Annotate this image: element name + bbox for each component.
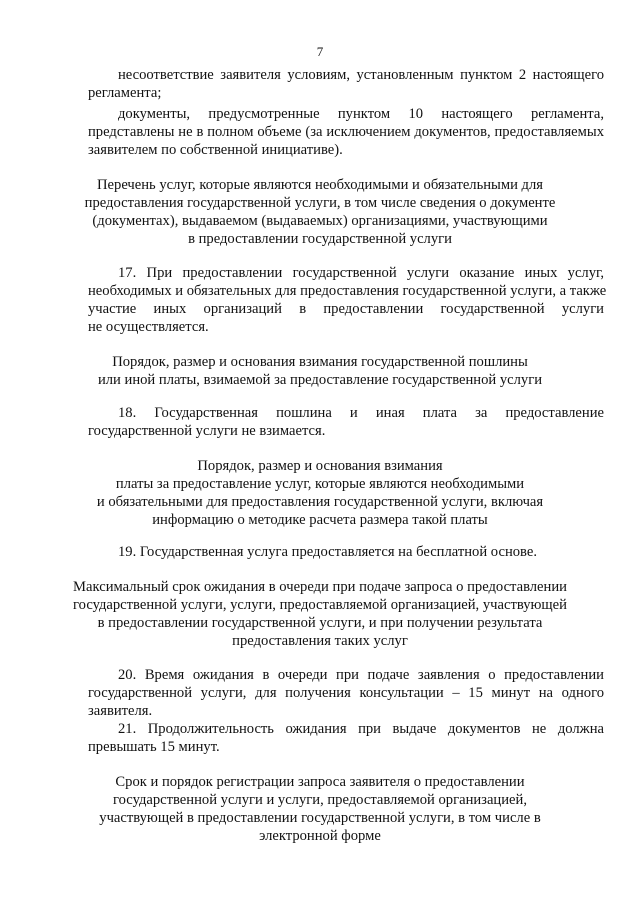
paragraph-line: документы, предусмотренные пунктом 10 настоящего регламента, xyxy=(118,106,604,122)
page-number: 7 xyxy=(316,44,324,59)
section-heading-line: Порядок, размер и основания взимания государственной пошлины xyxy=(112,354,528,370)
section-heading-line: предоставления таких услуг xyxy=(232,633,408,649)
paragraph-line: заявителем по собственной инициативе). xyxy=(88,142,343,158)
paragraph-line: 20. Время ожидания в очереди при подаче заявления о предоставлении xyxy=(118,667,604,683)
paragraph-line: представлены не в полном объеме (за исключением документов, предоставляемых xyxy=(88,124,604,140)
paragraph-line: государственной услуги, для получения консультации – 15 минут на одного xyxy=(88,685,604,701)
paragraph-line: несоответствие заявителя условиям, установленным пунктом 2 настоящего xyxy=(118,67,604,83)
paragraph-line: не осуществляется. xyxy=(88,319,209,335)
paragraph-line: 17. При предоставлении государственной услуги оказание иных услуг, xyxy=(118,265,604,281)
paragraph-line: заявителя. xyxy=(88,703,153,719)
section-heading-line: и обязательными для предоставления государственной услуги, включая xyxy=(96,494,544,510)
paragraph-line: 19. Государственная услуга предоставляется на бесплатной основе. xyxy=(118,544,537,560)
section-heading-line: (документах), выдаваемом (выдаваемых) организациями, участвующими xyxy=(92,213,548,229)
section-heading-line: государственной услуги и услуги, предоставляемой организацией, xyxy=(113,792,527,808)
paragraph-line: регламента; xyxy=(88,85,162,101)
section-heading-line: Максимальный срок ожидания в очереди при подаче запроса о предоставлении xyxy=(73,579,567,595)
section-heading-line: или иной платы, взимаемой за предоставление государственной услуги xyxy=(97,372,543,388)
section-heading-line: в предоставлении государственной услуги xyxy=(188,231,452,247)
section-heading-line: информацию о методике расчета размера такой платы xyxy=(152,512,488,528)
section-heading-line: участвующей в предоставлении государственной услуги, в том числе в xyxy=(99,810,541,826)
paragraph-line: государственной услуги не взимается. xyxy=(88,423,326,439)
paragraph-line: участие иных организаций в предоставлении государственной услуги xyxy=(88,301,604,317)
paragraph-line: 21. Продолжительность ожидания при выдаче документов не должна xyxy=(118,721,604,737)
section-heading-line: платы за предоставление услуг, которые являются необходимыми xyxy=(115,476,525,492)
paragraph-line: необходимых и обязательных для предоставления государственной услуги, а также xyxy=(88,283,607,299)
section-heading-line: предоставления государственной услуги, в том числе сведения о документе xyxy=(84,195,556,211)
section-heading-line: электронной форме xyxy=(259,828,381,844)
section-heading-line: Порядок, размер и основания взимания xyxy=(197,458,443,474)
section-heading-line: в предоставлении государственной услуги, и при получении результата xyxy=(97,615,543,631)
section-heading-line: Срок и порядок регистрации запроса заявителя о предоставлении xyxy=(115,774,525,790)
section-heading-line: Перечень услуг, которые являются необходимыми и обязательными для xyxy=(97,177,543,193)
section-heading-line: государственной услуги, услуги, предоставляемой организацией, участвующей xyxy=(73,597,567,613)
paragraph-line: 18. Государственная пошлина и иная плата за предоставление xyxy=(118,405,604,421)
paragraph-line: превышать 15 минут. xyxy=(88,739,220,755)
